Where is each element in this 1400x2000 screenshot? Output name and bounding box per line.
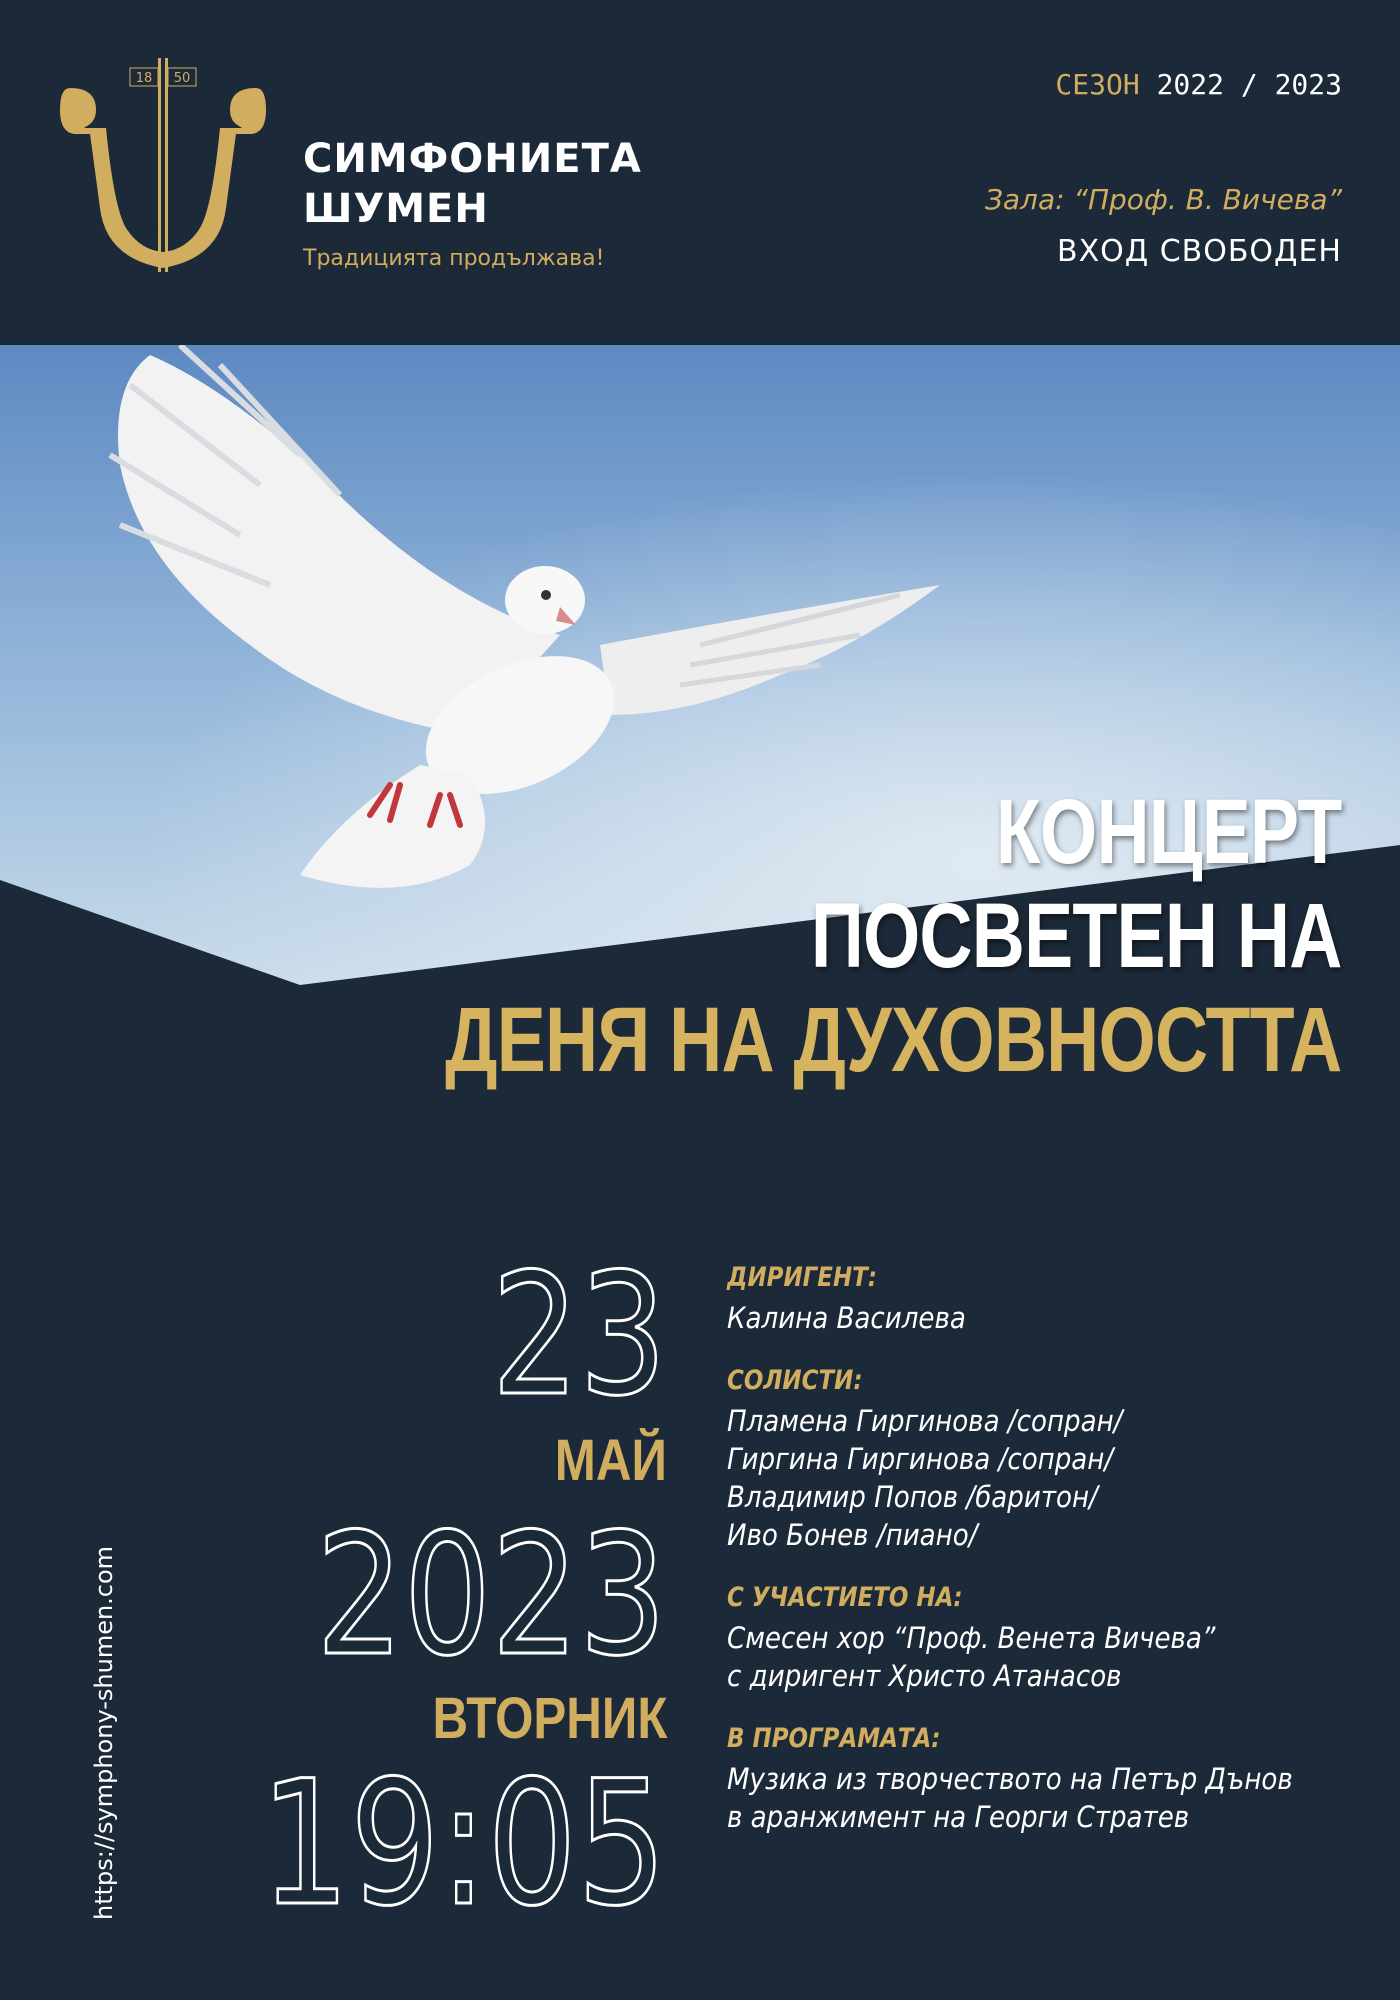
program-item: в аранжимент на Георги Стратев [727, 1800, 1190, 1834]
participation-section [727, 1582, 1347, 1695]
headline-line-1: КОНЦЕРТ [996, 781, 1342, 883]
season-label: СЕЗОН [1055, 68, 1140, 101]
brand-line-1: СИМФОНИЕТА [303, 136, 642, 182]
date-year: 2023 [316, 1497, 667, 1693]
tagline: Традицията продължава! [303, 246, 605, 271]
headline-line-2: ПОСВЕТЕН НА [811, 885, 1342, 987]
soloists-label: СОЛИСТИ: [727, 1365, 863, 1396]
date-time: 19:05 [260, 1743, 667, 1944]
conductor-name: Калина Василева [727, 1301, 966, 1335]
logo-year-left: 18 [135, 71, 153, 86]
concert-headline [221, 780, 1342, 1092]
logo-year-right: 50 [173, 71, 191, 86]
soloist-item: Пламена Гиргинова /сопран/ [727, 1404, 1123, 1438]
headline-line-3: ДЕНЯ НА ДУХОВНОСТТА [445, 989, 1342, 1091]
participation-label: С УЧАСТИЕТО НА: [727, 1582, 963, 1613]
soloist-item: Иво Бонев /пиано/ [727, 1518, 978, 1552]
brand-name [303, 134, 642, 234]
conductor-section [727, 1262, 1347, 1337]
lyre-logo-icon [60, 58, 266, 284]
website-link[interactable]: https://symphony-shumen.com [90, 1545, 118, 1920]
date-weekday: ВТОРНИК [432, 1686, 667, 1751]
entry-free: ВХОД СВОБОДЕН [1056, 234, 1342, 269]
program-section [727, 1723, 1347, 1836]
participation-item: с диригент Христо Атанасов [727, 1659, 1122, 1693]
soloist-item: Владимир Попов /баритон/ [727, 1480, 1098, 1514]
hall-name: Зала: “Проф. В. Вичева” [984, 183, 1342, 216]
program-label: В ПРОГРАМАТА: [727, 1723, 941, 1754]
concert-details [727, 1262, 1347, 1864]
program-item: Музика из творчеството на Петър Дънов [727, 1762, 1293, 1796]
season [1055, 68, 1342, 101]
date-month: МАЙ [554, 1428, 667, 1493]
date-day: 23 [491, 1237, 667, 1433]
conductor-label: ДИРИГЕНТ: [727, 1262, 878, 1293]
soloists-section [727, 1365, 1347, 1554]
brand-line-2: ШУМЕН [303, 186, 489, 232]
soloist-item: Гиргина Гиргинова /сопран/ [727, 1442, 1114, 1476]
participation-item: Смесен хор “Проф. Венета Вичева” [727, 1621, 1216, 1655]
season-years: 2022 / 2023 [1156, 68, 1342, 101]
